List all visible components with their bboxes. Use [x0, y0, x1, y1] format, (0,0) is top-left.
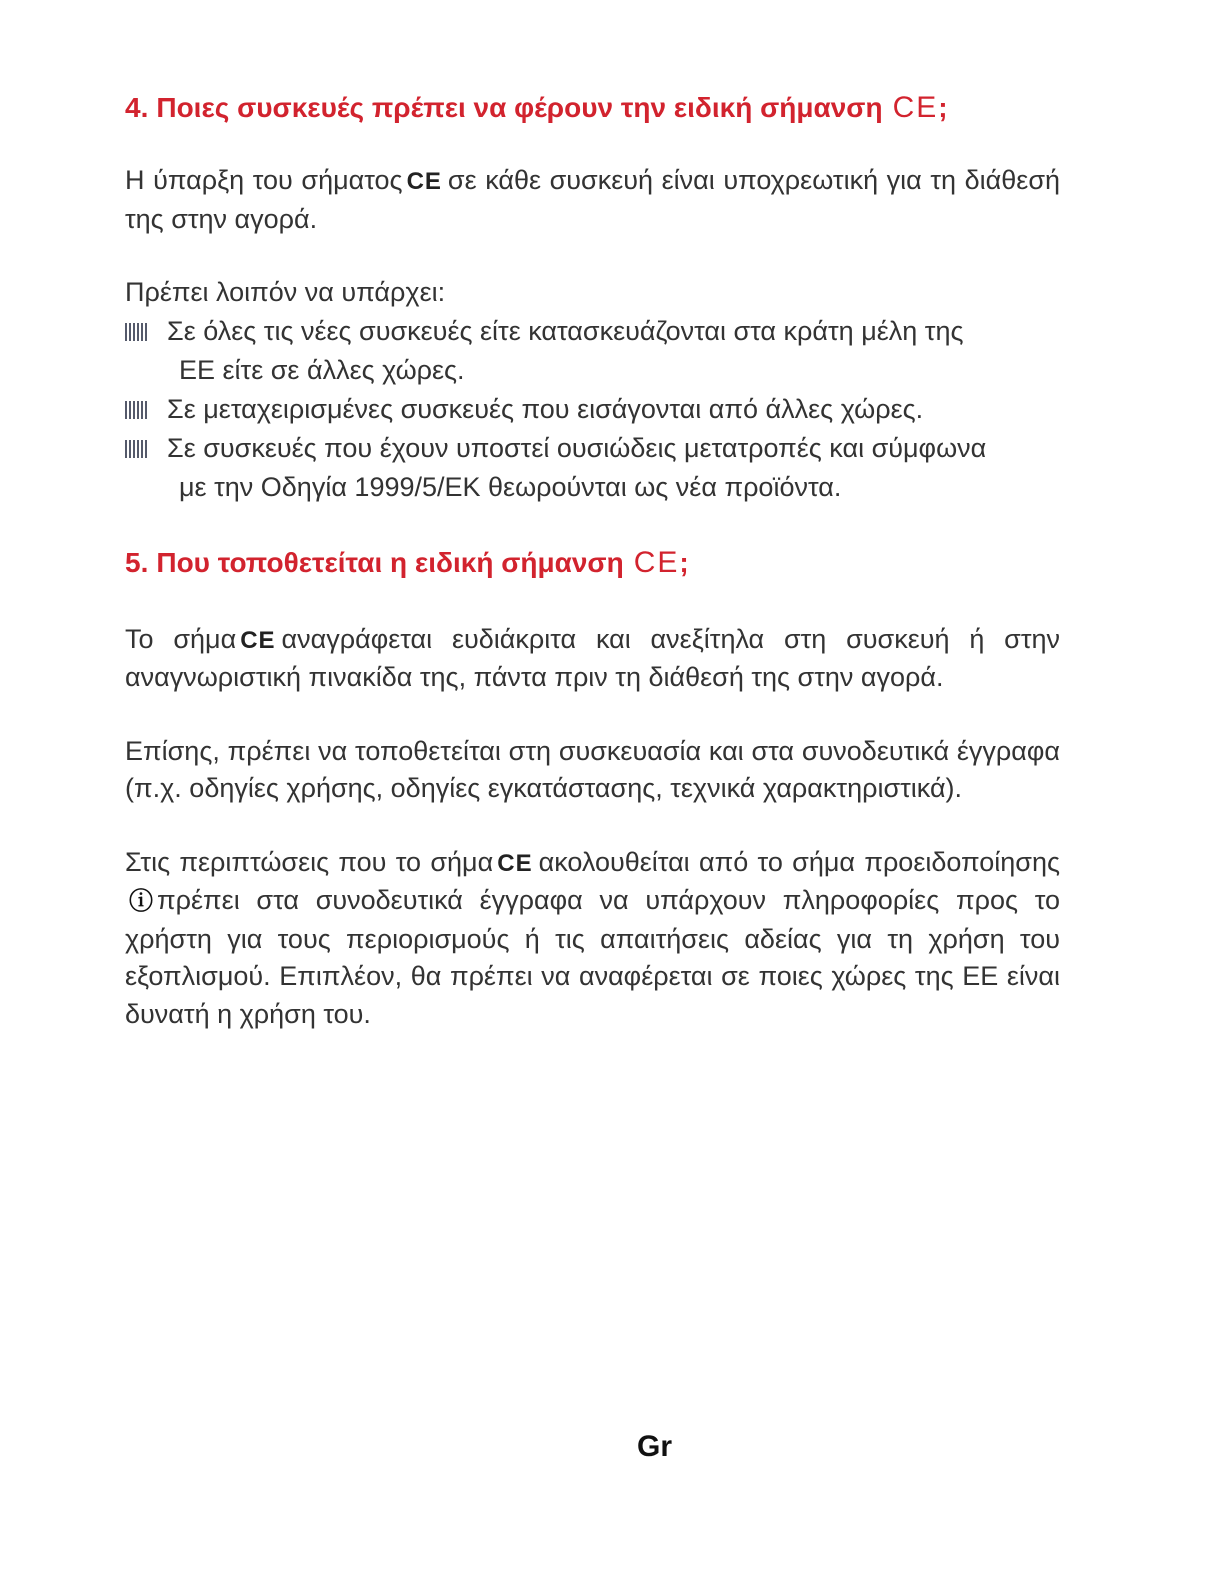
section-5-number: 5. [125, 546, 149, 578]
document-page [125, 88, 1060, 1033]
section-4-bullet-list [125, 312, 1060, 507]
ce-mark-icon: CE [633, 545, 680, 579]
section-5-heading [125, 543, 1060, 583]
section-4-question-mark: ; [938, 92, 948, 123]
page-footer-language-label: Gr [636, 1430, 672, 1463]
bullet-bar-icon [125, 440, 147, 458]
ce-mark-icon: CE [406, 168, 442, 195]
para-text: Στις περιπτώσεις που το σήμα [125, 846, 494, 877]
list-item [125, 390, 1060, 429]
section-5-title: Που τοποθετείται η ειδική σήμανση [156, 546, 624, 578]
ce-mark-icon: CE [497, 849, 533, 877]
list-item [125, 312, 1060, 390]
ce-mark-icon: CE [240, 626, 276, 654]
bullet-bar-icon [125, 401, 147, 419]
list-item-text: Σε συσκευές που έχουν υποστεί ουσιώδεις μετατροπές και σύμφωνα [167, 432, 987, 463]
para-text: Η ύπαρξη του σήματος [125, 165, 403, 195]
section-4-paragraph-1 [125, 162, 1060, 238]
list-item-text: με την Οδηγία 1999/5/ΕΚ θεωρούνται ως νέα προϊόντα. [179, 471, 842, 502]
section-5-question-mark: ; [679, 546, 689, 578]
section-5-paragraph-1 [125, 621, 1060, 697]
para-text: σε κάθε συσκευή είναι υποχρεωτική για τη διάθεσή της στην αγορά. [125, 165, 1060, 234]
para-text: αναγράφεται ευδιάκριτα και ανεξίτηλα στη συσκευή ή στην αναγνωριστική πινακίδα της, πάντα πριν τη διάθεσή της στην αγορά. [125, 623, 1061, 692]
section-4-number: 4. [125, 92, 149, 123]
list-item-text: Σε όλες τις νέες συσκευές είτε κατασκευάζονται στα κράτη μέλη της [167, 315, 964, 346]
alert-mark-icon: ⓘ [129, 888, 153, 915]
para-text: ακολουθείται από το σήμα προειδοποίησης [538, 846, 1060, 877]
section-4-title: Ποιες συσκευές πρέπει να φέρουν την ειδική σήμανση [156, 92, 883, 123]
section-5-paragraph-3 [125, 844, 1060, 1034]
section-4-heading [125, 88, 1060, 128]
list-item-text: Σε μεταχειρισμένες συσκευές που εισάγονται από άλλες χώρες. [167, 393, 924, 424]
section-4-intro: Πρέπει λοιπόν να υπάρχει: [125, 277, 446, 307]
para-text: Το σήμα [125, 623, 237, 654]
list-item [125, 429, 1060, 507]
ce-mark-icon: CE [892, 91, 939, 124]
section-5-paragraph-2: Επίσης, πρέπει να τοποθετείται στη συσκευασία και στα συνοδευτικά έγγραφα (π.χ. οδηγίες χρήσης, οδηγίες εγκατάστασης, τεχνικά χαρακτηριστικά). [125, 735, 1060, 803]
list-item-text: ΕΕ είτε σε άλλες χώρες. [179, 354, 465, 385]
bullet-bar-icon [125, 323, 147, 341]
para-text: πρέπει στα συνοδευτικά έγγραφα να υπάρχουν πληροφορίες προς το χρήστη για τους περιορισμούς ή τις απαιτήσεις αδείας για τη χρήση του εξοπλισμού. Επιπλέον, θα πρέπει να αναφέρεται σε ποιες χώρες της ΕΕ είναι δυνατή η χρήση του. [125, 885, 1060, 1029]
